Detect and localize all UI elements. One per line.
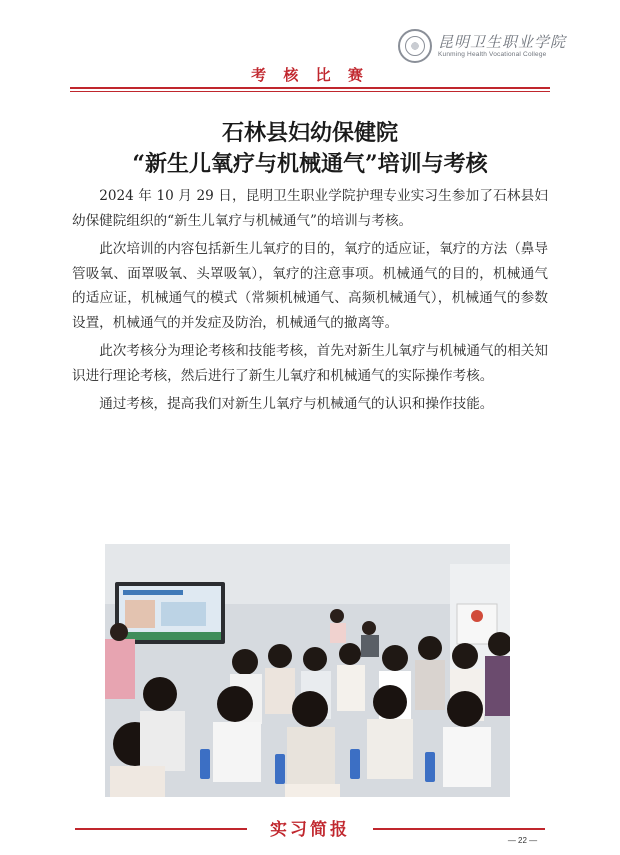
- college-logo: [398, 28, 598, 64]
- paragraph: 通过考核，提高我们对新生儿氧疗与机械通气的认识和操作技能。: [99, 396, 494, 412]
- article-title-line1: 石林县妇幼保健院: [221, 120, 398, 146]
- article-body: [72, 184, 548, 421]
- paragraph: 2024 年 10 月 29 日，昆明卫生职业学院护理专业实习生参加了石林县妇幼保健院组织的“新生儿氧疗与机械通气”的培训与考核。: [72, 188, 548, 229]
- footer-divider-left: [75, 828, 247, 830]
- training-photo: [105, 544, 510, 797]
- article-title-line2: “新生儿氧疗与机械通气”培训与考核: [132, 151, 488, 177]
- paragraph: 此次培训的内容包括新生儿氧疗的目的，氧疗的适应证，氧疗的方法（鼻导管吸氧、面罩吸氧、头罩吸氧），氧疗的注意事项。机械通气的目的，机械通气的适应证，机械通气的模式（常频机械通气、高频机械通气），机械通气的参数设置，机械通气的并发症及防治，机械通气的撤离等。: [72, 241, 548, 331]
- page-number: — 22 —: [507, 836, 538, 845]
- footer-divider-right: [373, 828, 545, 830]
- logo-english-name: Kunming Health Vocational College: [438, 50, 547, 58]
- footer-title: 实习简报: [270, 820, 350, 840]
- header-divider: [70, 87, 550, 89]
- section-title: 考 核 比 赛: [251, 66, 369, 84]
- college-seal-icon: [398, 29, 432, 63]
- page-header: [0, 0, 620, 95]
- header-divider-thin: [70, 91, 550, 92]
- logo-chinese-name: 昆明卫生职业学院: [438, 32, 567, 51]
- paragraph: 此次考核分为理论考核和技能考核，首先对新生儿氧疗与机械通气的相关知识进行理论考核，然后进行了新生儿氧疗和机械通气的实际操作考核。: [72, 343, 548, 384]
